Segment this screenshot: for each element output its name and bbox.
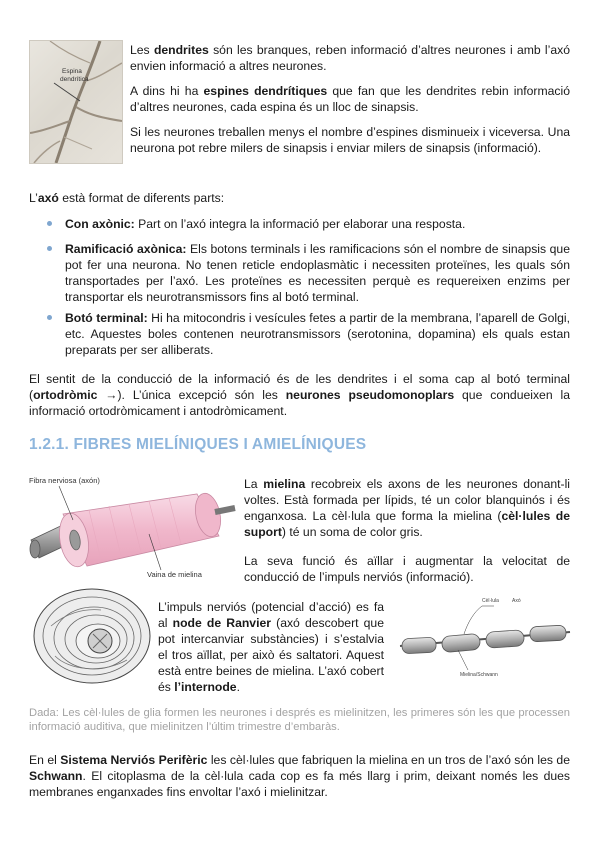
dendrites-paragraph: Les dendrites són les branques, reben informació d’altres neurones i amb l’axó envien informació a altres neurones. [130,43,570,73]
synapse-paragraph: Si les neurones treballen menys el nombre d’espines disminueix i viceversa. Una neurona pot rebre milers de sinapsis i enviar milers de sinapsis (informació). [130,125,570,155]
myelin-schwann-label: Mielina/Schwann [460,672,498,678]
spines-paragraph: A dins hi ha espines dendrítiques que fan que les dendrites rebin informació d’altres neurones, cada espina és un lloc de sinapsis. [130,84,570,114]
dendrite-illustration [30,41,122,163]
glia-note: Dada: Les cèl·lules de glia formen les neurones i després es mielinitzen, les primeres són les que processen informació auditiva, que mielinitzen l’últim trimestre d’embaràs. [29,707,570,733]
schwann-paragraph: En el Sistema Nerviós Perifèric les cèl·lules que fabriquen la mielina en un tros de l’axó són les de Schwann. El citoplasma de la cèl·lula cada cop es fa més llarg i prim, deixant només les dues membranes enganxades fins envoltar l’axó i mielinitzar. [29,753,570,799]
section-title: 1.2.1. FIBRES MIELÍNIQUES I AMIELÍNIQUES [29,436,367,453]
myelin-function-paragraph: La seva funció és aïllar i augmentar la velocitat de conducció de l’impuls nerviós (informació). [244,554,570,584]
dendrite-image [29,40,123,164]
axon-label: Axó [512,598,521,604]
bullet-boto-terminal: Botó terminal: Hi ha mitocondris i vesícules fetes a partir de la membrana, l’aparell de Golgi, etc. Aquestes boles contenen neurotransmissors (serotonina, dopamina) els quals estan preparats per ser alliberats. [47,310,570,358]
myelin-paragraph: La mielina recobreix els axons de les neurones donant-li voltes. Està formada per lípids, té un color blanquinós i és enganxosa. La cèl·lula que forma la mielina (cèl·lules de suport) té un soma de color gris. [244,477,571,539]
bullet-con-axonic: Con axònic: Part on l’axó integra la informació per elaborar una resposta. [47,216,570,232]
intro-text [130,42,570,156]
bullet-ramificacio: Ramificació axònica: Els botons terminals i les ramificacions són el nombre de sinapsis que pot fer una neurona. No tenen reticle endoplasmàtic i necessiten proteïnes, les quals són transportades per l’axó. Les proteïnes es necessiten perquè es requereixen enzims per transportar els neurotransmissors fins al botó terminal. [47,241,570,305]
cell-label: Cèl·lula [482,598,499,604]
fiber-label: Fibra nerviosa (axón) [29,476,100,485]
ranvier-paragraph: L’impuls nerviós (potencial d’acció) es fa al node de Ranvier (axó descobert que pot intercanviar substàncies) i s’estalvia el tros aïllat, per això és saltatori. Aquest està entre beines de mielina. L’axó cobert és l’internode. [158,600,384,694]
bullet-dot [47,315,52,320]
espina-label-1: Espina [62,68,82,75]
axon-intro: L’axó està format de diferents parts: [29,191,225,205]
espina-label-2: dendrítica [60,76,89,83]
myelin-cross-section [31,586,153,686]
bullet-dot [47,246,52,251]
myelin-text [244,476,570,585]
bullet-dot [47,221,52,226]
sheath-label: Vaina de mielina [147,570,202,579]
saltatory-diagram [398,598,572,688]
conduction-paragraph: El sentit de la conducció de la informació és de les dendrites i el soma cap al botó terminal (ortodròmic →). L’única excepció són les neurones pseudomonoplars que condueixen la informació ortodròmicament i antodròmicament. [29,372,570,418]
myelin-fiber-diagram [29,474,239,584]
